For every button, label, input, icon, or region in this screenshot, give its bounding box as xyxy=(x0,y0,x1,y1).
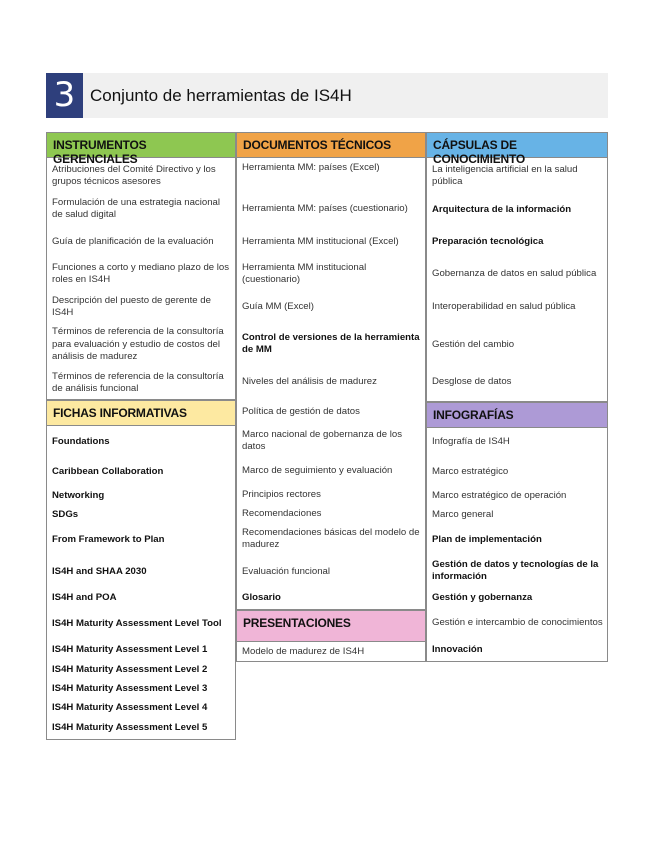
list-item[interactable]: Glosario xyxy=(242,591,281,603)
list-item[interactable]: Guía MM (Excel) xyxy=(242,300,314,312)
list-item[interactable]: Marco de seguimiento y evaluación xyxy=(242,464,393,476)
list-capsulas xyxy=(426,158,608,402)
list-item[interactable]: Gestión e intercambio de conocimientos xyxy=(432,616,603,628)
list-item[interactable]: Innovación xyxy=(432,643,483,655)
list-item[interactable]: IS4H Maturity Assessment Level 4 xyxy=(52,701,208,713)
header-instrumentos-gerenciales: INSTRUMENTOS GERENCIALES xyxy=(46,132,236,158)
list-item[interactable]: Recomendaciones básicas del modelo de madurez xyxy=(242,526,420,550)
list-item[interactable]: Interoperabilidad en salud pública xyxy=(432,300,576,312)
list-fichas xyxy=(46,426,236,740)
list-item[interactable]: Recomendaciones xyxy=(242,507,322,519)
list-item[interactable]: Control de versiones de la herramienta de MM xyxy=(242,331,420,355)
list-item[interactable]: Herramienta MM: países (cuestionario) xyxy=(242,202,408,214)
list-item[interactable]: Infografía de IS4H xyxy=(432,435,510,447)
list-item[interactable]: Atribuciones del Comité Directivo y los grupos técnicos asesores xyxy=(52,163,216,187)
list-item[interactable]: IS4H Maturity Assessment Level Tool xyxy=(52,617,222,629)
list-item[interactable]: Términos de referencia de la consultoría para evaluación y estudio de costos del análisis de madurez xyxy=(52,326,224,363)
list-item[interactable]: Evaluación funcional xyxy=(242,565,331,577)
list-item[interactable]: Descripción del puesto de gerente de IS4H xyxy=(52,294,211,318)
list-item[interactable]: Gobernanza de datos en salud pública xyxy=(432,267,597,279)
list-item[interactable]: Funciones a corto y mediano plazo de los roles en IS4H xyxy=(52,261,230,285)
list-item[interactable]: Guía de planificación de la evaluación xyxy=(52,235,214,247)
list-item[interactable]: Herramienta MM institucional (Excel) xyxy=(242,235,399,247)
list-documentos xyxy=(236,158,426,610)
list-item[interactable]: IS4H Maturity Assessment Level 2 xyxy=(52,663,208,675)
list-item[interactable]: Foundations xyxy=(52,435,110,447)
list-item[interactable]: Desglose de datos xyxy=(432,375,512,387)
list-item[interactable]: IS4H Maturity Assessment Level 1 xyxy=(52,643,208,655)
list-item[interactable]: La inteligencia artificial en la salud pública xyxy=(432,163,578,187)
list-item[interactable]: Principios rectores xyxy=(242,488,321,500)
list-item[interactable]: Preparación tecnológica xyxy=(432,235,544,247)
list-item[interactable]: IS4H Maturity Assessment Level 5 xyxy=(52,721,208,733)
list-item[interactable]: Herramienta MM institucional (cuestionario) xyxy=(242,261,367,285)
list-instrumentos xyxy=(46,158,236,400)
list-item[interactable]: IS4H and POA xyxy=(52,591,117,603)
section-title-bar xyxy=(46,73,608,118)
list-item[interactable]: Gestión y gobernanza xyxy=(432,591,533,603)
header-presentaciones: PRESENTACIONES xyxy=(236,610,426,642)
list-item[interactable]: Formulación de una estrategia nacional de salud digital xyxy=(52,196,220,220)
list-item[interactable]: IS4H Maturity Assessment Level 3 xyxy=(52,682,208,694)
list-item[interactable]: Niveles del análisis de madurez xyxy=(242,375,377,387)
header-infografias: INFOGRAFÍAS xyxy=(426,402,608,428)
list-item[interactable]: IS4H and SHAA 2030 xyxy=(52,565,147,577)
page-title: Conjunto de herramientas de IS4H xyxy=(90,86,352,105)
list-item[interactable]: Herramienta MM: países (Excel) xyxy=(242,161,380,173)
list-item[interactable]: Marco estratégico de operación xyxy=(432,489,567,501)
list-item[interactable]: Gestión del cambio xyxy=(432,338,515,350)
list-item[interactable]: Caribbean Collaboration xyxy=(52,465,164,477)
header-documentos-tecnicos: DOCUMENTOS TÉCNICOS xyxy=(236,132,426,158)
list-item[interactable]: Marco nacional de gobernanza de los datos xyxy=(242,428,403,452)
list-item[interactable]: Arquitectura de la información xyxy=(432,203,572,215)
list-item[interactable]: Plan de implementación xyxy=(432,533,542,545)
list-item[interactable]: Marco general xyxy=(432,508,494,520)
list-item[interactable]: Modelo de madurez de IS4H xyxy=(242,645,365,657)
list-item[interactable]: SDGs xyxy=(52,508,79,520)
list-item[interactable]: Gestión de datos y tecnologías de la información xyxy=(432,558,599,582)
header-fichas-informativas: FICHAS INFORMATIVAS xyxy=(46,400,236,426)
list-item[interactable]: Marco estratégico xyxy=(432,465,509,477)
list-item[interactable]: From Framework to Plan xyxy=(52,533,165,545)
list-item[interactable]: Términos de referencia de la consultoría de análisis funcional xyxy=(52,370,224,394)
section-number: 3 xyxy=(46,73,83,118)
header-capsulas-de-conocimiento: CÁPSULAS DE CONOCIMIENTO xyxy=(426,132,608,158)
list-infografias xyxy=(426,428,608,662)
list-item[interactable]: Networking xyxy=(52,489,105,501)
list-item[interactable]: Política de gestión de datos xyxy=(242,405,360,417)
list-presentaciones xyxy=(236,642,426,662)
